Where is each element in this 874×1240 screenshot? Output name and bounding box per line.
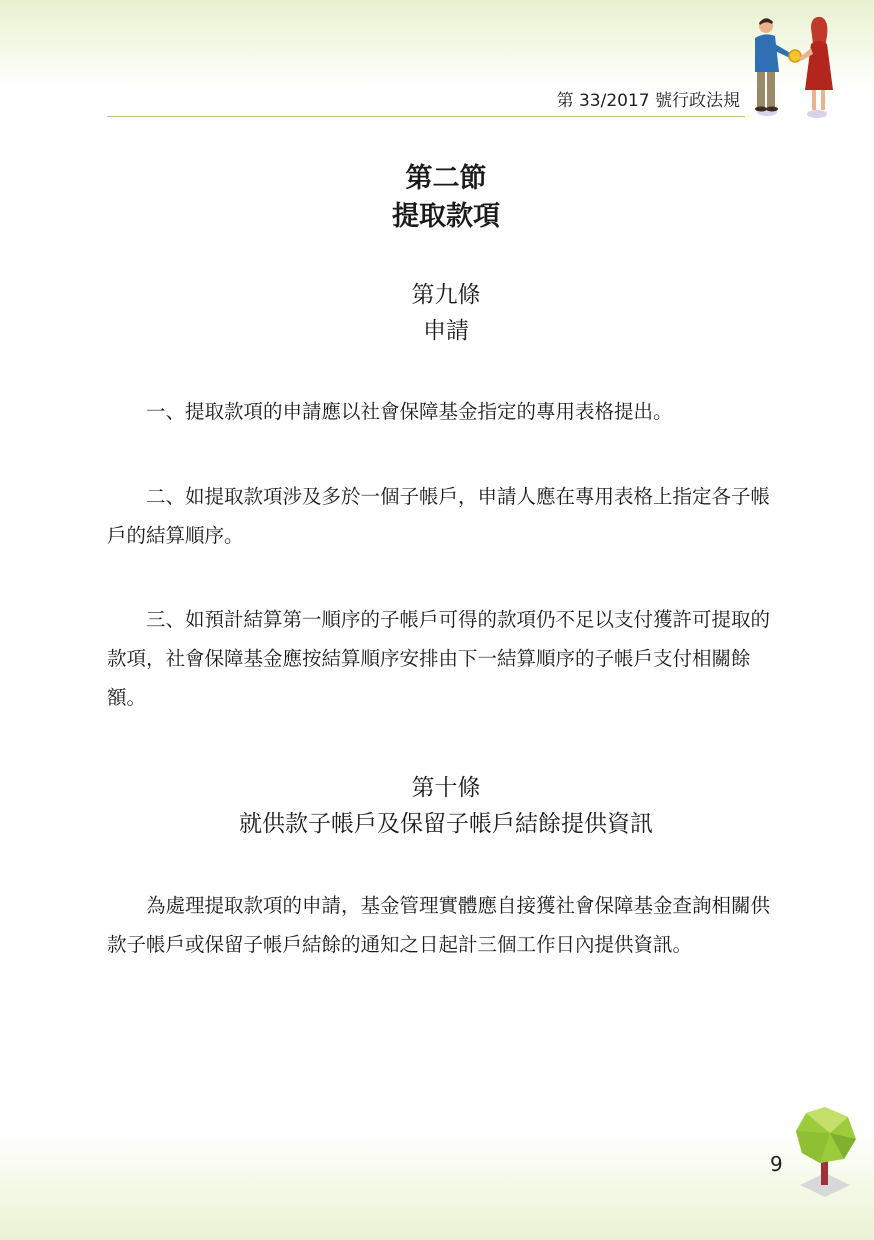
people-exchange-illustration xyxy=(745,14,845,120)
article-10-number: 第十條 xyxy=(411,775,481,801)
article-10-paragraph-1: 為處理提取款項的申請，基金管理實體應自接獲社會保障基金查詢相關供款子帳戶或保留子帳戶結餘的通知之日起計三個工作日內提供資訊。 xyxy=(107,894,771,956)
article-9-paragraph-1: 一、提取款項的申請應以社會保障基金指定的專用表格提出。 xyxy=(146,400,673,423)
section-heading xyxy=(107,160,785,236)
tree-icon xyxy=(790,1105,860,1197)
article-9-number: 第九條 xyxy=(411,282,481,308)
page-number: 9 xyxy=(770,1152,783,1176)
section-number: 第二節 xyxy=(405,163,487,194)
article-10-title: 就供款子帳戶及保留子帳戶結餘提供資訊 xyxy=(239,811,653,837)
section-title: 提取款項 xyxy=(392,201,500,232)
article-9-paragraph-3: 三、如預計結算第一順序的子帳戶可得的款項仍不足以支付獲許可提取的款項，社會保障基金應按結算順序安排由下一結算順序的子帳戶支付相關餘額。 xyxy=(107,608,771,709)
article-9-paragraph-2: 二、如提取款項涉及多於一個子帳戶，申請人應在專用表格上指定各子帳戶的結算順序。 xyxy=(107,485,771,547)
regulation-number: 第 33/2017 號行政法規 xyxy=(556,91,740,111)
article-9-heading xyxy=(107,277,785,349)
header-divider xyxy=(107,116,745,117)
article-10-heading xyxy=(107,770,785,842)
article-9-title: 申請 xyxy=(423,318,469,344)
